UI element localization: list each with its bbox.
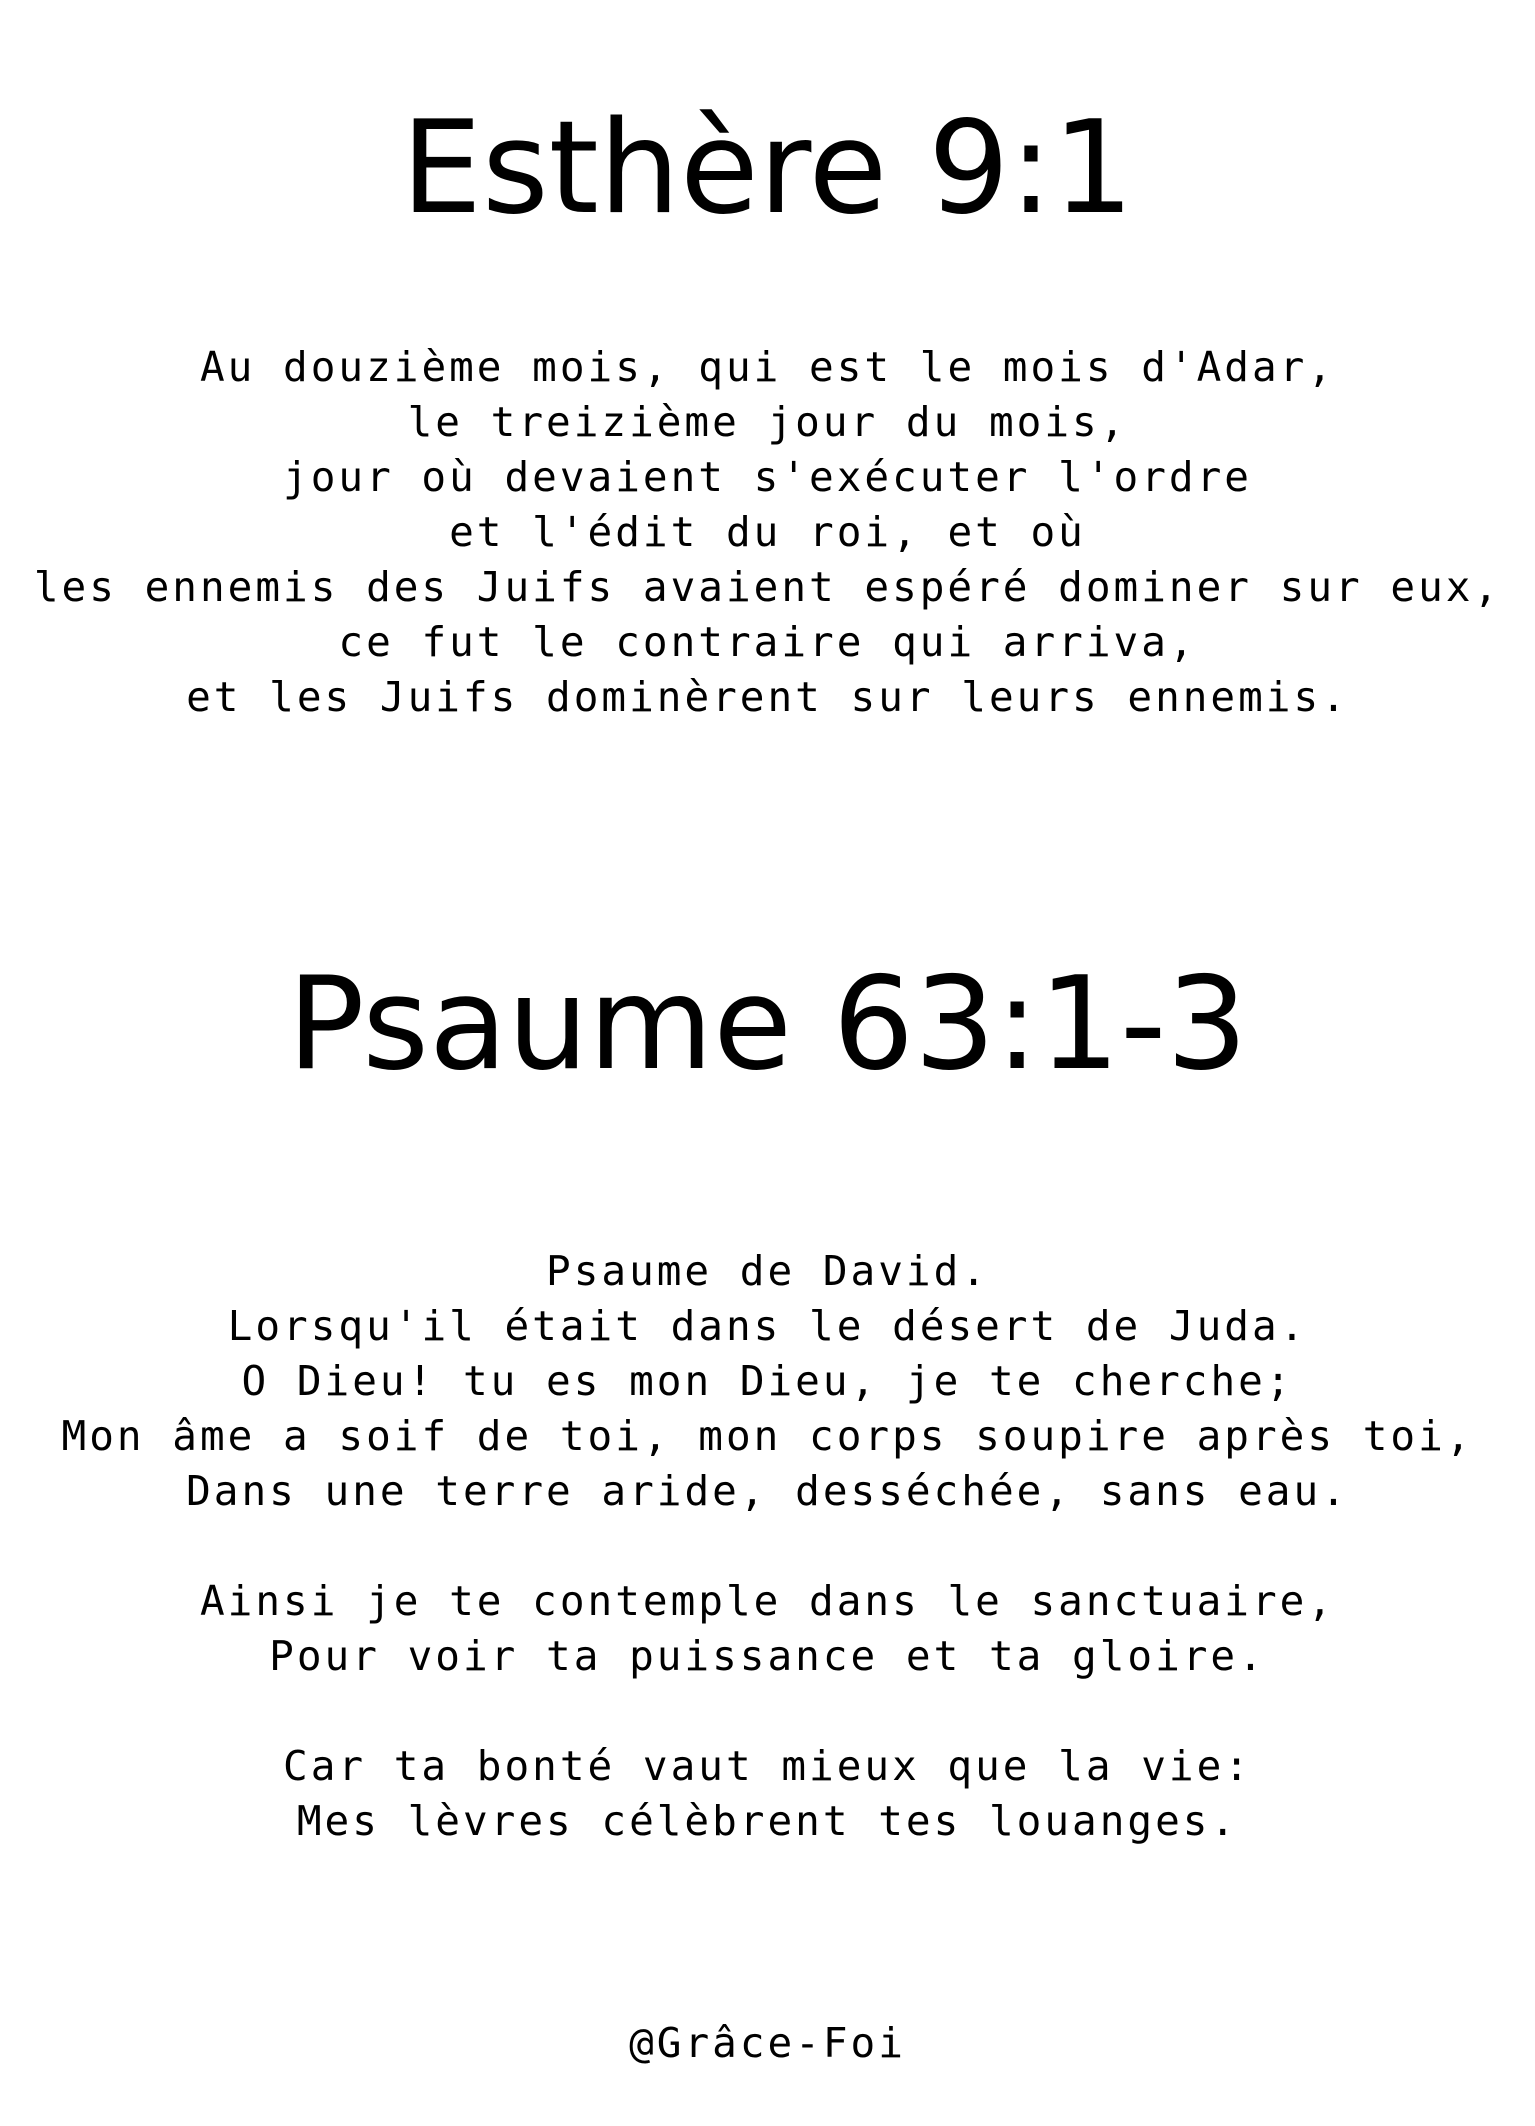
section-title-esther: Esthère 9:1 — [401, 94, 1134, 243]
verse-line: et les Juifs dominèrent sur leurs ennemis. — [186, 673, 1349, 721]
verse-line: Lorsqu'il était dans le désert de Juda. — [227, 1302, 1308, 1350]
verse-line: Au douzième mois, qui est le mois d'Adar, — [199, 343, 1336, 391]
verse-line: Pour voir ta puissance et ta gloire. — [269, 1632, 1266, 1680]
verse-line: Car ta bonté vaut mieux que la vie: — [283, 1742, 1252, 1790]
verse-line: Mes lèvres célèbrent tes louanges. — [296, 1797, 1239, 1845]
verse-line: jour où devaient s'exécuter l'ordre — [283, 453, 1252, 501]
verse-line: ce fut le contraire qui arriva, — [338, 618, 1197, 666]
verse-line: les ennemis des Juifs avaient espéré dominer sur eux, — [33, 563, 1502, 611]
verse-line: Dans une terre aride, desséchée, sans eau. — [186, 1467, 1349, 1515]
verse-text-psalm — [0, 1244, 1535, 1849]
verse-line: O Dieu! tu es mon Dieu, je te cherche; — [241, 1357, 1294, 1405]
verse-spacer — [0, 1684, 1535, 1739]
verse-line: le treizième jour du mois, — [407, 398, 1128, 446]
verse-spacer — [0, 1519, 1535, 1574]
verse-line: Psaume de David. — [546, 1247, 989, 1295]
verse-line: Mon âme a soif de toi, mon corps soupire après toi, — [61, 1412, 1474, 1460]
verse-text-esther — [0, 340, 1535, 725]
section-title-psalm: Psaume 63:1-3 — [287, 950, 1248, 1099]
verse-line: Ainsi je te contemple dans le sanctuaire, — [199, 1577, 1336, 1625]
author-handle: @Grâce-Foi — [629, 2019, 906, 2067]
verse-line: et l'édit du roi, et où — [449, 508, 1086, 556]
